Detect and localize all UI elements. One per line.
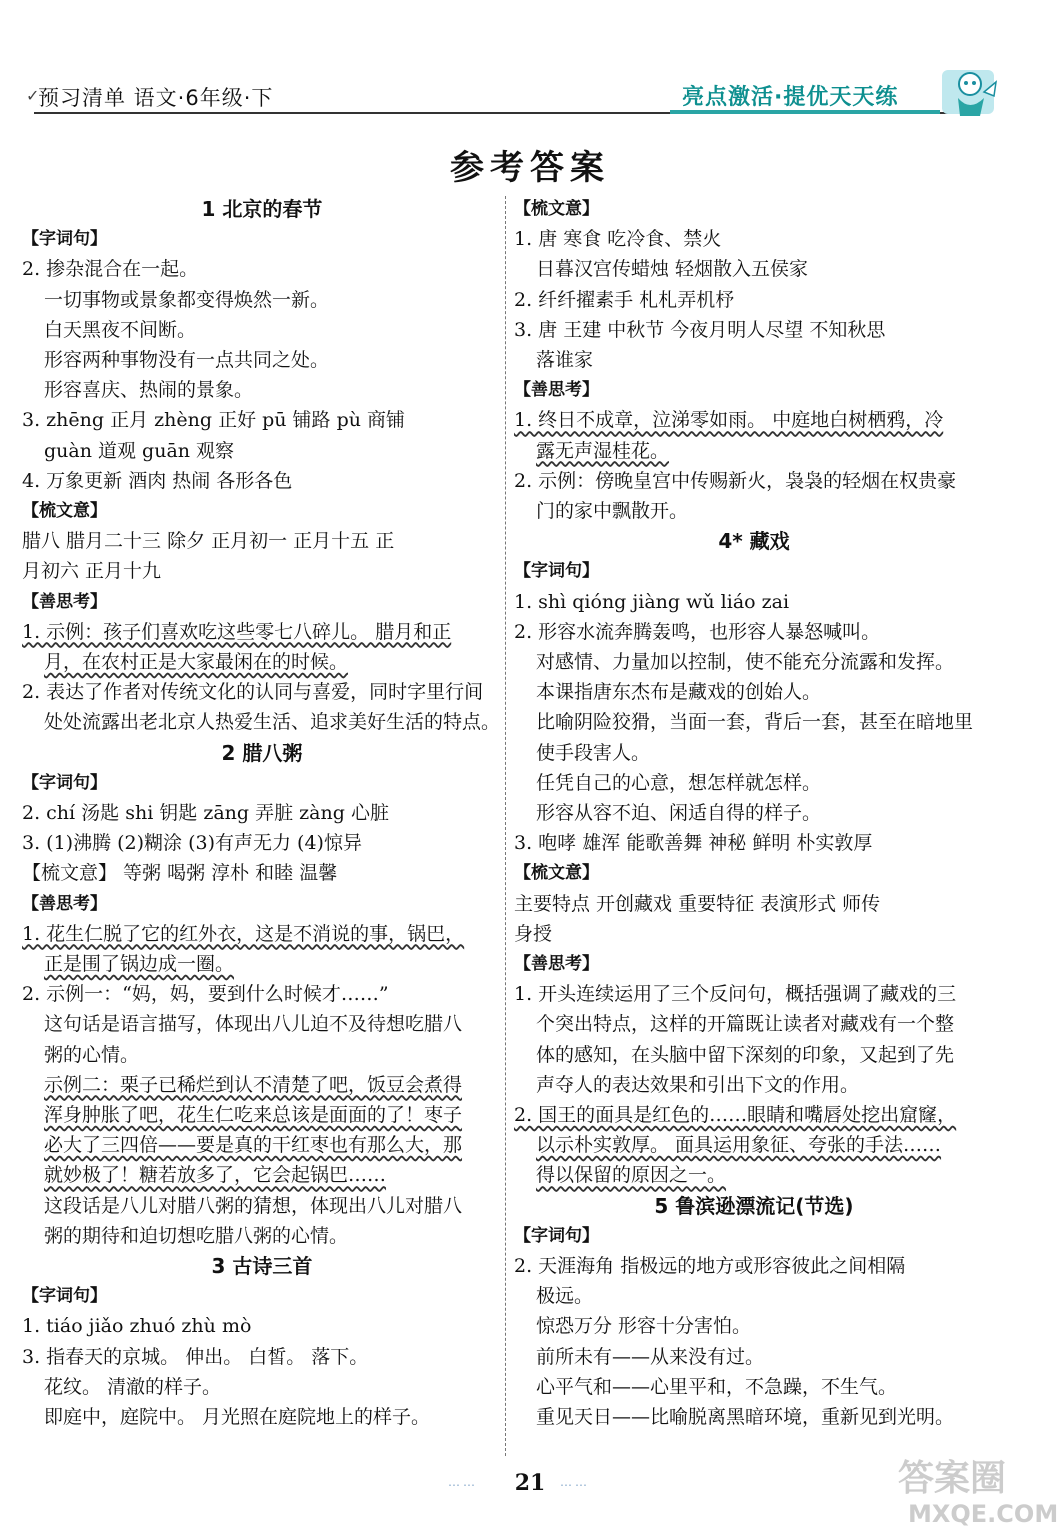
answer-line: 2. 示例：傍晚皇宫中传赐新火，袅袅的轻烟在权贵豪 [514, 469, 957, 492]
answer-line: 这段话是八儿对腊八粥的猜想，体现出八儿对腊八 [44, 1194, 463, 1217]
answer-line: 2. chí 汤匙 shi 钥匙 zāng 弄脏 zàng 心脏 [22, 802, 389, 824]
answer-line: 对感情、力量加以控制，使不能充分流露和发挥。 [536, 651, 955, 673]
answer-line: 2. 表达了作者对传统文化的认同与喜爱，同时字里行间 [22, 681, 484, 704]
section-heading: 2 腊八粥 [221, 740, 303, 765]
section-heading: 3 古诗三首 [211, 1254, 313, 1278]
answer-line: 1. shì qióng jiàng wǔ liáo zai [514, 590, 790, 613]
answer-line: 处处流露出老北京人热爱生活、追求美好生活的特点。 [44, 711, 501, 734]
answer-line: 前所未有——从来没有过。 [536, 1345, 765, 1368]
footer-ornament-right: ⋯⋯ [560, 1478, 590, 1492]
answer-line: 浑身肿胀了吧，花生仁吃来总该是面面的了！枣子 [44, 1104, 463, 1126]
answer-line: 惊恐万分 形容十分害怕。 [536, 1315, 752, 1338]
answer-line: 3. 咆哮 雄浑 能歌善舞 神秘 鲜明 朴实敦厚 [514, 832, 873, 855]
answer-line: 3. zhēng 正月 zhèng 正好 pū 铺路 pù 商铺 [22, 409, 406, 432]
answer-line: 即庭中，庭院中。 月光照在庭院地上的样子。 [44, 1406, 431, 1428]
section-tag: 【字词句】 [22, 1286, 107, 1307]
header-accent-rule [670, 110, 940, 114]
answer-line: 1. 花生仁脱了它的红外衣，这是不消说的事，锅巴， [22, 922, 465, 945]
section-heading: 1 北京的春节 [201, 197, 323, 221]
header-book-title: 预习清单 语文·6年级·下 [38, 86, 274, 110]
answer-line: 必大了三四倍——要是真的干红枣也有那么大，那 [44, 1134, 463, 1157]
answer-line: 2. 国王的面具是红色的……眼睛和嘴唇处挖出窟窿， [514, 1104, 957, 1126]
section-tag: 【善思考】 [514, 954, 599, 974]
section-heading: 4* 藏戏 [718, 529, 790, 554]
answer-line: 就妙极了！糖若放多了，它会起锅巴…… [44, 1164, 387, 1187]
answer-line: 露无声湿桂花。 [536, 439, 670, 462]
answer-line: 1. 开头连续运用了三个反问句，概括强调了藏戏的三 [514, 983, 957, 1006]
answer-line: 形容从容不迫、闲适自得的样子。 [536, 802, 822, 824]
answer-line: 1. 终日不成章，泣涕零如雨。 中庭地白树栖鸦，冷 [514, 409, 944, 432]
answer-line: 本课指唐东杰布是藏戏的创始人。 [536, 681, 822, 704]
section-tag: 【善思考】 [22, 591, 107, 612]
answer-line: 3. 指春天的京城。 伸出。 白皙。 落下。 [22, 1345, 369, 1368]
answer-line: 1. 唐 寒食 吃冷食、禁火 [514, 228, 722, 251]
answer-line: guàn 道观 guān 观察 [44, 439, 235, 462]
svg-text:答案圈: 答案圈 [898, 1458, 1007, 1499]
answer-line: 个突出特点，这样的开篇既让读者对藏戏有一个整 [536, 1013, 955, 1036]
section-heading: 5 鲁滨逊漂流记(节选) [654, 1193, 854, 1218]
answer-line: 2. 掺杂混合在一起。 [22, 258, 199, 281]
answer-line: 月初六 正月十九 [22, 560, 162, 583]
answer-line: 粥的期待和迫切想吃腊八粥的心情。 [44, 1224, 349, 1247]
answer-line: 白天黑夜不间断。 [44, 318, 197, 341]
watermark-logo [890, 1450, 1059, 1530]
mascot-logo-icon [940, 62, 1000, 124]
answer-line: 4. 万象更新 酒肉 热闹 各形各色 [22, 469, 293, 492]
answer-line: 2. 形容水流奔腾轰鸣，也形容人暴怒喊叫。 [514, 620, 881, 643]
section-tag: 【梳文意】 [22, 501, 107, 521]
answer-line: 这句话是语言描写，体现出八儿迫不及待想吃腊八 [44, 1013, 463, 1036]
section-tag: 【善思考】 [514, 380, 599, 401]
answer-line: 腊八 腊月二十三 除夕 正月初一 正月十五 正 [22, 530, 395, 553]
answer-line: 1. tiáo jiǎo zhuó zhù mò [22, 1315, 252, 1338]
answer-line: 花纹。 清澈的样子。 [44, 1375, 222, 1398]
answer-line: 2. 示例一：“妈，妈，要到什么时候才……” [22, 983, 389, 1006]
answer-line: 正是围了锅边成一圈。 [44, 953, 235, 975]
answer-line: 2. 纤纤擢素手 札札弄机杼 [514, 288, 735, 311]
section-tag: 【字词句】 [514, 561, 599, 582]
answer-line: 声夺人的表达效果和引出下文的作用。 [536, 1073, 860, 1096]
answer-line: 主要特点 开创藏戏 重要特征 表演形式 师传 [514, 892, 881, 915]
section-tag: 【梳文意】 [514, 863, 599, 884]
answer-line: 一切事物或景象都变得焕然一新。 [44, 288, 330, 311]
answer-line: 重见天日——比喻脱离黑暗环境，重新见到光明。 [536, 1406, 955, 1428]
answer-line: 3. 唐 王建 中秋节 今夜月明人尽望 不知秋思 [514, 318, 886, 341]
answer-line: 形容喜庆、热闹的景象。 [44, 379, 254, 402]
answer-line: 体的感知，在头脑中留下深刻的印象，又起到了先 [536, 1043, 955, 1066]
answer-line: 月，在农村正是大家最闲在的时候。 [44, 651, 349, 673]
answer-line: 1. 示例：孩子们喜欢吃这些零七八碎儿。 腊月和正 [22, 620, 452, 643]
answer-line: 【梳文意】 等粥 喝粥 淳朴 和睦 温馨 [22, 862, 338, 885]
answer-line: 落谁家 [536, 349, 594, 371]
answer-line: 形容两种事物没有一点共同之处。 [44, 349, 330, 371]
footer-ornament-left: ⋯⋯ [448, 1478, 478, 1492]
answer-line: 使手段害人。 [536, 741, 651, 764]
answer-line: 极远。 [536, 1285, 594, 1308]
section-tag: 【梳文意】 [514, 199, 599, 219]
page-title: 参考答案 [450, 148, 610, 188]
answer-line: 得以保留的原因之一。 [536, 1164, 727, 1187]
section-tag: 【字词句】 [514, 1225, 599, 1246]
answer-line: 门的家中飘散开。 [536, 500, 689, 522]
header-series-title: 亮点激活·提优天天练 [682, 85, 899, 110]
section-tag: 【善思考】 [22, 893, 107, 914]
answer-line: 日暮汉宫传蜡烛 轻烟散入五侯家 [536, 258, 809, 281]
answer-line: 以示朴实敦厚。 面具运用象征、夸张的手法…… [536, 1134, 942, 1157]
answer-line: 任凭自己的心意，想怎样就怎样。 [536, 771, 822, 794]
header-tick-mark: ✓ [26, 86, 40, 105]
answer-line: 2. 天涯海角 指极远的地方或形容彼此之间相隔 [514, 1255, 906, 1277]
answer-line: 示例二：栗子已稀烂到认不清楚了吧，饭豆会煮得 [44, 1073, 463, 1096]
answer-line: 3. (1)沸腾 (2)糊涂 (3)有声无力 (4)惊异 [22, 832, 362, 855]
svg-text:MXQE.COM: MXQE.COM [908, 1500, 1059, 1528]
section-tag: 【字词句】 [22, 229, 107, 250]
page-header [0, 0, 1060, 130]
answer-line: 身授 [514, 922, 553, 945]
answer-line: 比喻阴险狡猾，当面一套，背后一套，甚至在暗地里 [536, 711, 974, 734]
answer-line: 心平气和——心里平和，不急躁，不生气。 [536, 1375, 898, 1398]
section-tag: 【字词句】 [22, 772, 107, 793]
column-divider [505, 196, 506, 1456]
page-number: 21 [514, 1470, 546, 1496]
answer-line: 粥的心情。 [44, 1043, 140, 1066]
